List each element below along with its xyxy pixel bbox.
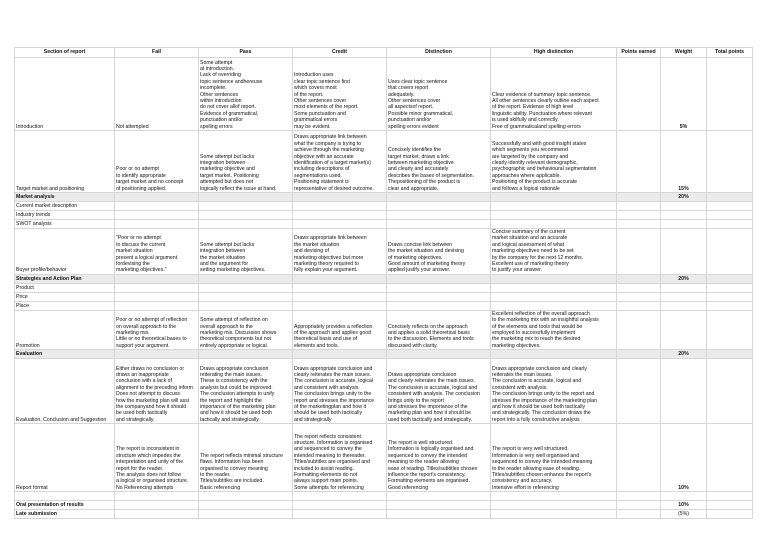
row-label[interactable]: Evaluation, Conclusion and Suggestion xyxy=(15,359,115,424)
pass-cell[interactable]: Some attempt but lacks integration between the market situation and the argument for setting marketing objectives. xyxy=(199,229,293,275)
points-cell[interactable] xyxy=(617,229,661,275)
fail-cell[interactable]: Poor or no attempt to identify appropriate target market and no concept of positioning applied. xyxy=(115,131,199,193)
points-cell[interactable] xyxy=(617,310,661,349)
header-weight[interactable]: Weight xyxy=(661,48,707,58)
table-row xyxy=(15,131,753,193)
credit-cell[interactable]: Appropriately provides a reflection of the approach and applies good theoretical basis and use of elements and tools. xyxy=(293,310,387,349)
weight-cell[interactable]: 15% xyxy=(661,131,707,193)
row-label[interactable]: Target market and positioning xyxy=(15,131,115,193)
table-row xyxy=(15,359,753,424)
header-row xyxy=(15,48,753,58)
fail-cell[interactable]: The report is inconsistent in structure which impedes the interpretation and unity of the report for the reader. The analysis does not follow a logical or organised structure. No Referencing attempts xyxy=(115,424,199,492)
section-row xyxy=(15,274,753,283)
row-label[interactable]: Product xyxy=(15,283,115,292)
row-label[interactable]: Oral presentation of results xyxy=(15,501,115,510)
pass-cell[interactable]: The report reflects minimal structure flaws. Information has been organised to convey meaning to the reader. Titles/subtitles are included. Basic referencing xyxy=(199,424,293,492)
credit-cell[interactable]: Introduction uses clear topic sentence first which covers most of the report. Other sentences cover most elements of the report. Some punctuation and grammatical errors may be evident. xyxy=(293,58,387,131)
points-cell[interactable] xyxy=(617,359,661,424)
row-label[interactable] xyxy=(15,492,115,501)
weight-cell[interactable]: 5% xyxy=(661,58,707,131)
header-total-points[interactable]: Total points xyxy=(707,48,753,58)
weight-cell[interactable] xyxy=(661,310,707,349)
fail-cell[interactable]: Not attempted xyxy=(115,58,199,131)
row-label[interactable]: SWOT analysis xyxy=(15,220,115,229)
section-label[interactable]: Evaluation xyxy=(15,350,115,359)
table-row xyxy=(15,229,753,275)
row-label[interactable]: Price xyxy=(15,292,115,301)
table-row xyxy=(15,292,753,301)
distinction-cell[interactable]: Concisely identifies the target market, draws a link between marketing objective and clearly and accurately describes the bases of segmentation. Thepositioning of the product is clear and appropriate. xyxy=(387,131,491,193)
weight-cell[interactable]: (5%) xyxy=(661,510,707,519)
fail-cell[interactable]: "Poor or no attempt to discuss the current market situation present a logical argument fordevising the marketing objectives." xyxy=(115,229,199,275)
section-row xyxy=(15,193,753,202)
high-distinction-cell[interactable]: Excellent reflection of the overall approach to the marketing mix with an insightful analysis of the elements and tools that would be employed to successfully implement the marketing mix to reach the desired marketing objectives. xyxy=(491,310,617,349)
distinction-cell[interactable]: Draws appropriate conclusion and clearly reiterates the main issues. The conclusion is accurate, logical and consistent with analysis. The conclusion brings unity to the report and stresses the importance of the marketing plan and how it should be used both tactically and strategically. xyxy=(387,359,491,424)
pass-cell[interactable]: Some attempt of reflection on overall approach to the marketing mix. Discussion shows theoretical components but not entirely appropriate or logical. xyxy=(199,310,293,349)
distinction-cell[interactable]: The report is well structured. Information is logically organised and sequenced to convey the intended meaning to the reader allowing ease of reading. Titles/subtitles chosen influence the report's consistency. Formatting elements are organised. Good referencing xyxy=(387,424,491,492)
section-label[interactable]: Market analysis xyxy=(15,193,115,202)
distinction-cell[interactable]: Draws concise link between the market situation and devising of marketing objectives. Good amount of marketing theory applied justify your answer. xyxy=(387,229,491,275)
total-cell[interactable] xyxy=(707,229,753,275)
table-row xyxy=(15,510,753,519)
table-row xyxy=(15,58,753,131)
weight-cell[interactable]: 10% xyxy=(661,424,707,492)
total-cell[interactable] xyxy=(707,131,753,193)
fail-cell[interactable]: Poor or no attempt of reflection on overall approach to the marketing mix. Little or no theoretical bases to support your argument. xyxy=(115,310,199,349)
credit-cell[interactable]: Draws appropriate conclusion and clearly reiterates the main issues. The conclusion is accurate, logical and consistent with analysis. The conclusion brings unity to the report and stresses the importance of the marketingplan and how it should be used both tactically and strategically xyxy=(293,359,387,424)
points-cell[interactable] xyxy=(617,131,661,193)
total-cell[interactable] xyxy=(707,310,753,349)
header-section[interactable]: Section of report xyxy=(15,48,115,58)
header-points-earned[interactable]: Points earned xyxy=(617,48,661,58)
header-fail[interactable]: Fail xyxy=(115,48,199,58)
pass-cell[interactable]: Draws appropriate conclusion reiterating the main issues. These is consistency with the analysis but could be improved. The conclusion attempts to unify the report and highlight the importance of the marketing plan and how it should be used both tactically and strategically. xyxy=(199,359,293,424)
row-label[interactable]: Promotion xyxy=(15,310,115,349)
fail-cell[interactable]: Either draws no conclusion or draws an inappropriate conclusion with a lack of alignment to the preceding inform Does not attempt to discuss how the marketing plan will assi the companyand how it should be used both tactically and strategically. xyxy=(115,359,199,424)
weight-cell[interactable]: 20% xyxy=(661,350,707,359)
rubric-table xyxy=(14,47,753,519)
row-label[interactable]: Current market description xyxy=(15,202,115,211)
table-row xyxy=(15,501,753,510)
section-label[interactable]: Strategies and Action Plan xyxy=(15,274,115,283)
high-distinction-cell[interactable]: Successfully and with good insight states which segments you recommend are targeted by the company and clearly identify relevant demographic, psychographic and behavioural segmentation approaches where applicable. Positioning of the product is accurate and follows a logical rationale xyxy=(491,131,617,193)
table-row xyxy=(15,424,753,492)
table-row xyxy=(15,283,753,292)
total-cell[interactable] xyxy=(707,359,753,424)
header-distinction[interactable]: Distinction xyxy=(387,48,491,58)
high-distinction-cell[interactable]: Concise summary of the current market situation and an accurate and logical assessment of what marketing objectives need to be set by the company for the next 12 months. Excellent use of marketing theory to justify your answer. xyxy=(491,229,617,275)
credit-cell[interactable]: Draws appropriate link between the market situation and devising of marketing objectives but more marketing theory required to fully explain your argument. xyxy=(293,229,387,275)
row-label[interactable]: Report format xyxy=(15,424,115,492)
table-row xyxy=(15,492,753,501)
row-label[interactable]: Industry trends xyxy=(15,211,115,220)
rubric-sheet xyxy=(14,47,753,519)
row-label[interactable]: Introduction xyxy=(15,58,115,131)
weight-cell[interactable]: 20% xyxy=(661,193,707,202)
weight-cell[interactable] xyxy=(661,229,707,275)
header-credit[interactable]: Credit xyxy=(293,48,387,58)
high-distinction-cell[interactable]: The report is very well structured. Information is very well organised and sequenced to convey the intended meaning to the reader allowing ease of reading. Titles/subtitles chosen enhance the report's consistency and accuracy. Intensive effort in referencing xyxy=(491,424,617,492)
total-cell[interactable] xyxy=(707,58,753,131)
section-row xyxy=(15,350,753,359)
weight-cell[interactable] xyxy=(661,359,707,424)
points-cell[interactable] xyxy=(617,58,661,131)
row-label[interactable]: Place xyxy=(15,301,115,310)
table-row xyxy=(15,301,753,310)
weight-cell[interactable]: 10% xyxy=(661,501,707,510)
row-label[interactable]: Late submission xyxy=(15,510,115,519)
credit-cell[interactable]: The report reflects consistent structure. Information is organised and sequenced to convey the intended meaning to thereader. Titles/subtitles are organised and included to assist reading. Formatting elements do not always support main points. Some attempts for referencing xyxy=(293,424,387,492)
table-row xyxy=(15,310,753,349)
row-label[interactable]: Buyer profile/behavior xyxy=(15,229,115,275)
points-cell[interactable] xyxy=(617,424,661,492)
weight-cell[interactable]: 20% xyxy=(661,274,707,283)
distinction-cell[interactable]: Uses clear topic sentence that covers report adequately. Other sentences cover all aspectsof report. Possible minor grammatical, punctuation and/or spelling errors evident xyxy=(387,58,491,131)
table-row xyxy=(15,211,753,220)
table-row xyxy=(15,220,753,229)
high-distinction-cell[interactable]: Clear evidence of summary topic sentence. All other sentences clearly outline each aspect of the report. Evidence of high level linguistic ability. Punctuation where relevant is used skilfully and correctly. Free of grammaticaland spelling errors xyxy=(491,58,617,131)
header-pass[interactable]: Pass xyxy=(199,48,293,58)
table-row xyxy=(15,202,753,211)
pass-cell[interactable]: Some attempt at introduction. Lack of overriding topic sentence andhereuse incomplete. Other sentences within introduction do not cover allof report. Evidence of grammatical, punctuation and/or spelling errors xyxy=(199,58,293,131)
credit-cell[interactable]: Draws appropriate link between what the company is trying to achieve through the marketing objective with an accurate identification of a target market(s) including descriptions of segmentations used. Positioning statement is representative of desired outcome. xyxy=(293,131,387,193)
header-high-distinction[interactable]: High distinction xyxy=(491,48,617,58)
total-cell[interactable] xyxy=(707,424,753,492)
distinction-cell[interactable]: Concisely reflects on the approach and applies a solid theoretical basis to the discussion. Elements and tools discussed with clarity. xyxy=(387,310,491,349)
high-distinction-cell[interactable]: Draws appropriate conclusion and clearly reiterates the main issues. The conclusion is accurate, logical and consistent with analysis. The conclusion brings unity to the report and stresses the importance of the marketing plan and how it should be used both tactically and strategically. The conclusion draws the report into a fully constructive analysis xyxy=(491,359,617,424)
pass-cell[interactable]: Some attempt but lacks integration between marketing objective and target market. Positioning attempted but does not logically reflect the issue at hand. xyxy=(199,131,293,193)
